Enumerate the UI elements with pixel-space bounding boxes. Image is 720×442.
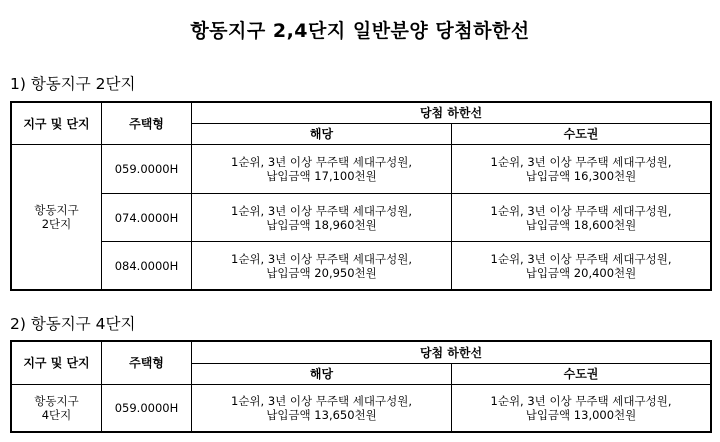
cutoff-amount: 납입금액 18,960천원 bbox=[266, 217, 377, 232]
complex-name-line: 4단지 bbox=[41, 408, 72, 422]
table-row bbox=[12, 385, 711, 432]
metro-cutoff-cell bbox=[452, 194, 711, 242]
cutoff-amount: 납입금액 17,100천원 bbox=[266, 169, 377, 183]
table-row bbox=[12, 242, 711, 290]
local-cutoff-cell bbox=[192, 242, 452, 290]
cutoff-amount: 납입금액 18,600천원 bbox=[525, 217, 637, 232]
housing-type-cell: 084.0000H bbox=[102, 242, 192, 290]
section-heading-complex-4: 2) 항동지구 4단지 bbox=[10, 315, 136, 333]
metro-cutoff-cell bbox=[452, 242, 711, 290]
local-cutoff-cell bbox=[192, 385, 452, 432]
document-title: 항동지구 2,4단지 일반분양 당첨하한선 bbox=[190, 20, 530, 42]
header-district: 지구 및 단지 bbox=[12, 342, 102, 385]
district-name-line: 항동지구 bbox=[34, 203, 79, 217]
table-row bbox=[12, 194, 711, 242]
header-housing-type: 주택형 bbox=[102, 103, 192, 145]
cutoff-condition: 1순위, 3년 이상 무주택 세대구성원, bbox=[231, 203, 412, 218]
cutoff-condition: 1순위, 3년 이상 무주택 세대구성원, bbox=[490, 203, 672, 218]
header-metro: 수도권 bbox=[452, 124, 711, 145]
local-cutoff-cell bbox=[192, 194, 452, 242]
cutoff-amount: 납입금액 20,400천원 bbox=[525, 265, 637, 280]
cutoff-condition: 1순위, 3년 이상 무주택 세대구성원, bbox=[231, 394, 412, 408]
cutoff-condition: 1순위, 3년 이상 무주택 세대구성원, bbox=[490, 394, 672, 408]
header-cutoff: 당첨 하한선 bbox=[192, 342, 711, 364]
cutoff-amount: 납입금액 16,300천원 bbox=[525, 169, 637, 183]
district-name-cell bbox=[12, 145, 102, 290]
cutoff-table-complex-2 bbox=[11, 102, 711, 290]
header-metro: 수도권 bbox=[452, 364, 711, 385]
complex-name-line: 2단지 bbox=[41, 217, 72, 231]
cutoff-condition: 1순위, 3년 이상 무주택 세대구성원, bbox=[231, 251, 412, 266]
cutoff-amount: 납입금액 13,650천원 bbox=[266, 408, 377, 422]
header-local: 해당 bbox=[192, 364, 452, 385]
metro-cutoff-cell bbox=[452, 385, 711, 432]
cutoff-amount: 납입금액 20,950천원 bbox=[266, 265, 377, 280]
cutoff-condition: 1순위, 3년 이상 무주택 세대구성원, bbox=[231, 155, 412, 169]
cutoff-condition: 1순위, 3년 이상 무주택 세대구성원, bbox=[490, 251, 672, 266]
housing-type-cell: 059.0000H bbox=[102, 385, 192, 432]
header-housing-type: 주택형 bbox=[102, 342, 192, 385]
section-heading-complex-2: 1) 항동지구 2단지 bbox=[10, 75, 136, 93]
housing-type-cell: 074.0000H bbox=[102, 194, 192, 242]
header-local: 해당 bbox=[192, 124, 452, 145]
cutoff-condition: 1순위, 3년 이상 무주택 세대구성원, bbox=[490, 155, 672, 169]
district-name-line: 항동지구 bbox=[34, 394, 79, 408]
metro-cutoff-cell bbox=[452, 145, 711, 194]
header-district: 지구 및 단지 bbox=[12, 103, 102, 145]
local-cutoff-cell bbox=[192, 145, 452, 194]
cutoff-amount: 납입금액 13,000천원 bbox=[525, 408, 637, 422]
housing-type-cell: 059.0000H bbox=[102, 145, 192, 194]
district-name-cell bbox=[12, 385, 102, 432]
header-cutoff: 당첨 하한선 bbox=[192, 103, 711, 124]
table-row bbox=[12, 145, 711, 194]
cutoff-table-complex-4 bbox=[11, 341, 711, 432]
